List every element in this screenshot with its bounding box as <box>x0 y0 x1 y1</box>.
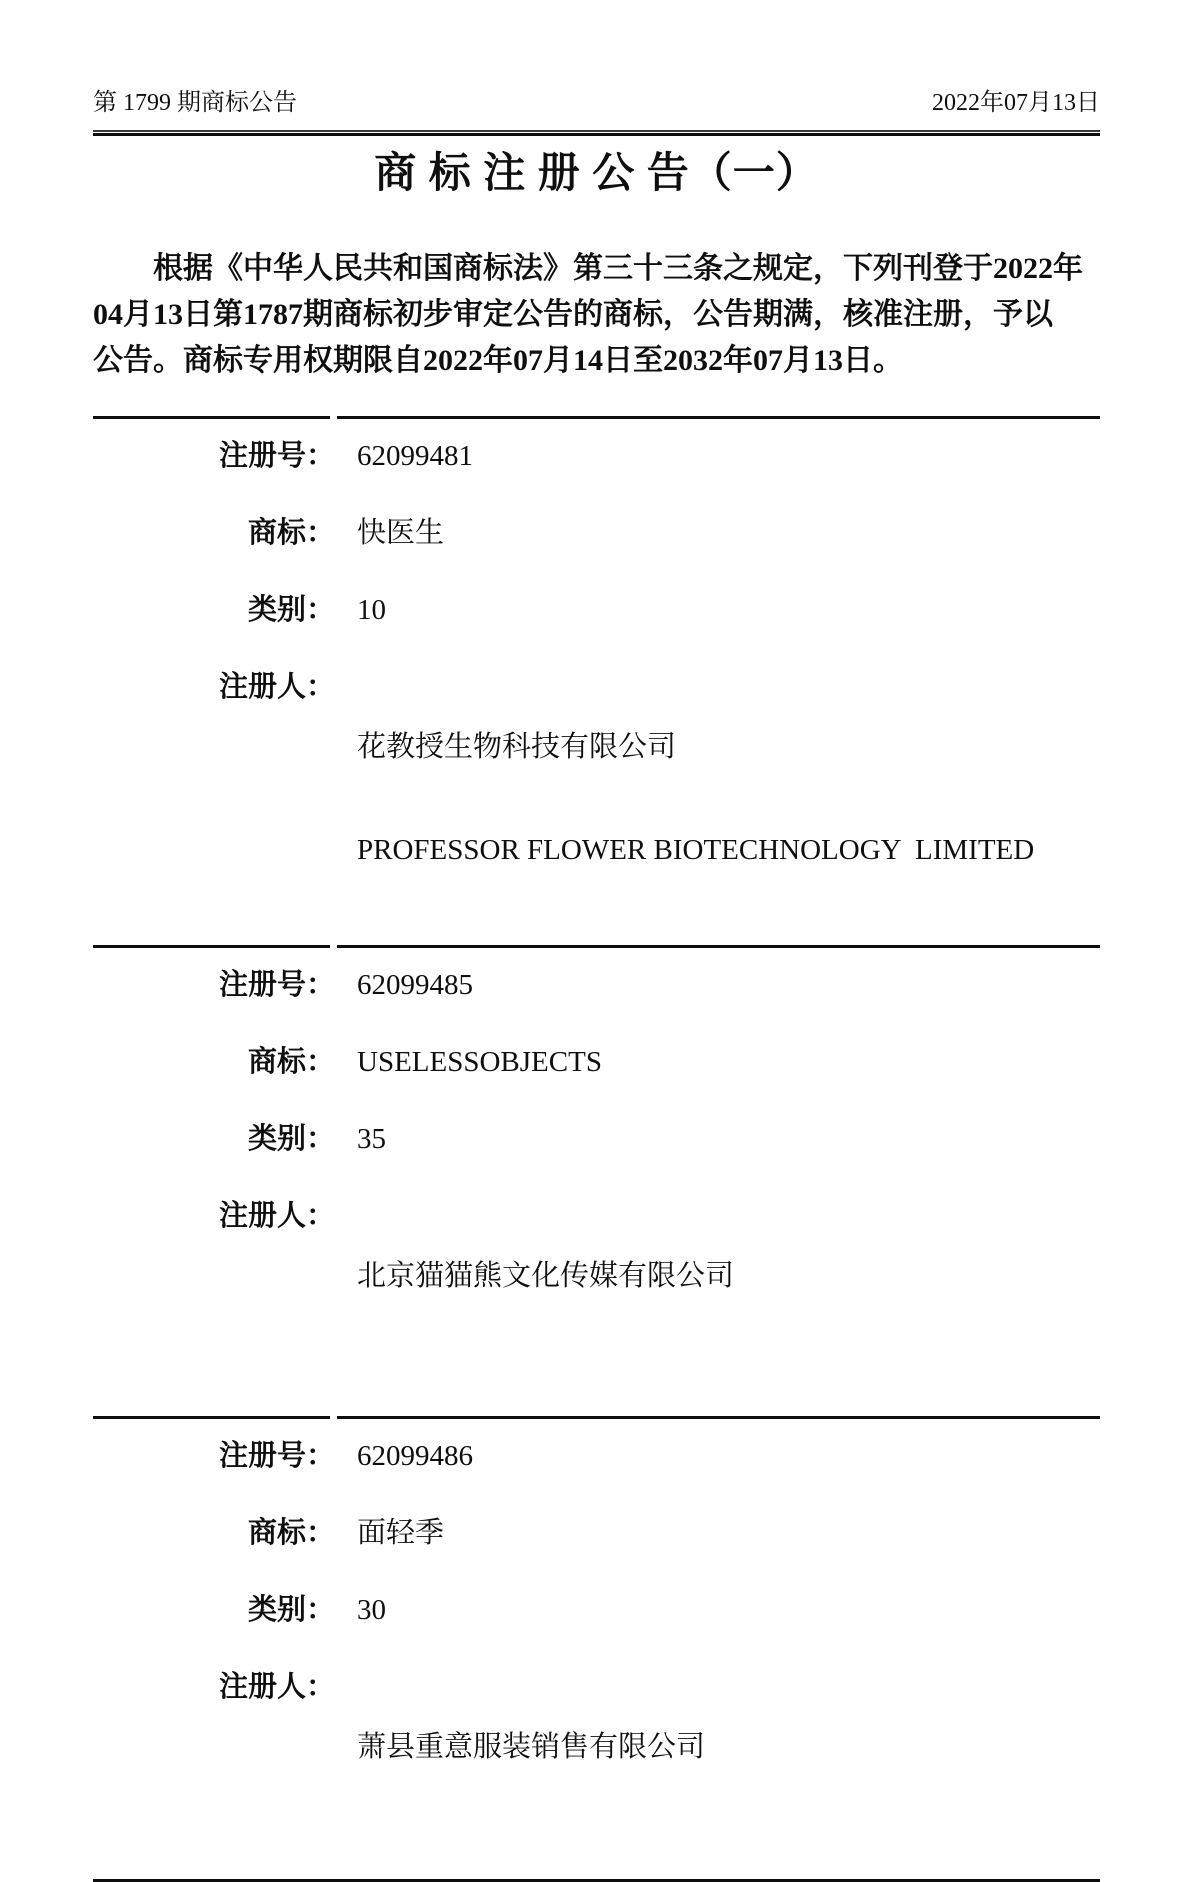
registrant-label: 注册人： <box>218 1671 335 1703</box>
category-label: 类别： <box>247 1594 335 1626</box>
category-value: 35 <box>357 1123 386 1155</box>
registrant-cn: 北京猫猫熊文化传媒有限公司 <box>357 1260 735 1292</box>
issue-number: 第 1799 期商标公告 <box>93 90 297 116</box>
reg-no-label: 注册号： <box>218 969 335 1001</box>
reg-no-label: 注册号： <box>218 1440 335 1472</box>
registrant-row <box>93 672 1100 925</box>
trademark-row <box>93 1518 1100 1548</box>
category-row <box>93 1595 1100 1625</box>
registrant-label: 注册人： <box>218 671 335 703</box>
reg-no-label: 注册号： <box>218 440 335 472</box>
registrant-value <box>357 672 1100 925</box>
registrant-value <box>357 1201 1100 1351</box>
trademark-label: 商标： <box>247 1046 335 1078</box>
reg-no-value: 62099481 <box>357 440 473 472</box>
trademark-row <box>93 518 1100 548</box>
intro-line: 公告。商标专用权期限自2022年07月14日至2032年07月13日。 <box>93 344 903 377</box>
page-header <box>93 88 1100 118</box>
registrant-label: 注册人： <box>218 1200 335 1232</box>
trademark-entry <box>93 419 1100 945</box>
publication-date: 2022年07月13日 <box>932 90 1100 116</box>
intro-line: 04月13日第1787期商标初步审定公告的商标，公告期满，核准注册，予以 <box>93 298 1053 331</box>
trademark-entry <box>93 948 1100 1416</box>
trademark-label: 商标： <box>247 517 335 549</box>
reg-no-value: 62099485 <box>357 969 473 1001</box>
registrant-en: PROFESSOR FLOWER BIOTECHNOLOGY LIMITED <box>357 834 1035 866</box>
trademark-value: 面轻季 <box>357 1517 445 1549</box>
registrant-value <box>357 1672 1100 1822</box>
trademark-value: 快医生 <box>357 517 445 549</box>
registrant-cn: 萧县重意服装销售有限公司 <box>357 1731 706 1763</box>
header-rule <box>93 130 1100 136</box>
category-label: 类别： <box>247 594 335 626</box>
reg-no-row <box>93 970 1100 1000</box>
trademark-row <box>93 1047 1100 1077</box>
trademark-label: 商标： <box>247 1517 335 1549</box>
page-title: 商 标 注 册 公 告（一） <box>374 151 819 197</box>
registrant-cn: 花教授生物科技有限公司 <box>357 731 677 763</box>
registrant-row <box>93 1672 1100 1822</box>
registrant-row <box>93 1201 1100 1351</box>
reg-no-row <box>93 441 1100 471</box>
intro-line: 根据《中华人民共和国商标法》第三十三条之规定，下列刊登于2022年 <box>153 252 1083 285</box>
reg-no-value: 62099486 <box>357 1440 473 1472</box>
category-label: 类别： <box>247 1123 335 1155</box>
intro-paragraph <box>93 246 1100 384</box>
trademark-entry <box>93 1419 1100 1879</box>
category-value: 10 <box>357 594 386 626</box>
category-value: 30 <box>357 1594 386 1626</box>
reg-no-row <box>93 1441 1100 1471</box>
category-row <box>93 595 1100 625</box>
trademark-value: USELESSOBJECTS <box>357 1046 602 1078</box>
category-row <box>93 1124 1100 1154</box>
